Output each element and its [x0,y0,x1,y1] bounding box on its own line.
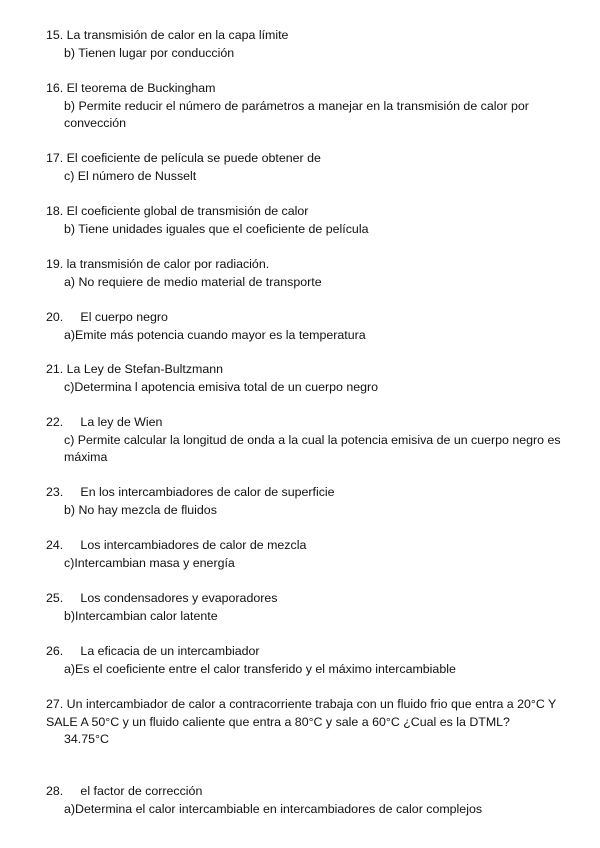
question-23 [46,484,576,519]
answer-text: c) El número de Nusselt [64,168,197,183]
answer-text: b) Permite reducir el número de parámetros a manejar en la transmisión de calor por convección [64,98,529,130]
question-text: 24. Los intercambiadores de calor de mezcla [46,538,307,552]
answer-text: c)Intercambian masa y energía [64,555,235,570]
answer-text: a) No requiere de medio material de transporte [64,274,322,289]
question-text: 17. El coeficiente de película se puede obtener de [46,151,321,165]
question-27 [46,696,574,749]
answer-text: b) No hay mezcla de fluidos [64,502,217,517]
question-19 [46,256,576,291]
answer-text: c) Permite calcular la longitud de onda a la cual la potencia emisiva de un cuerpo negro es máxima [64,432,561,464]
question-26 [46,643,576,678]
question-24 [46,537,576,572]
question-16 [46,80,576,133]
question-25 [46,590,576,625]
answer-text: c)Determina l apotencia emisiva total de un cuerpo negro [64,379,379,394]
answer-text: 34.75°C [64,732,109,746]
question-22 [46,414,576,467]
question-text: 28. el factor de corrección [46,784,203,798]
answer-text: a)Emite más potencia cuando mayor es la temperatura [64,327,366,342]
question-text: 15. La transmisión de calor en la capa límite [46,28,289,42]
answer-text: a)Es el coeficiente entre el calor transferido y el máximo intercambiable [64,661,456,676]
question-21 [46,361,576,396]
question-28 [46,783,576,818]
question-17 [46,150,576,185]
answer-text: b) Tienen lugar por conducción [64,45,235,60]
question-text: 18. El coeficiente global de transmisión de calor [46,204,309,218]
question-18 [46,203,576,238]
question-15 [46,27,576,62]
question-text: 16. El teorema de Buckingham [46,81,216,95]
answer-text: b)Intercambian calor latente [64,608,218,623]
answer-text: b) Tiene unidades iguales que el coeficiente de película [64,221,369,236]
question-text: 26. La eficacia de un intercambiador [46,644,260,658]
answer-text: a)Determina el calor intercambiable en intercambiadores de calor complejos [64,801,483,816]
question-text: 27. Un intercambiador de calor a contracorriente trabaja con un fluido frio que entra a 20°C Y SALE A 50°C y un fluido caliente que entra a 80°C y sale a 60°C ¿Cual es la DTML? [46,697,557,729]
question-text: 21. La Ley de Stefan-Bultzmann [46,362,224,376]
question-text: 23. En los intercambiadores de calor de superficie [46,485,335,499]
question-text: 19. la transmisión de calor por radiación. [46,257,270,271]
question-text: 22. La ley de Wien [46,415,163,429]
question-text: 20. El cuerpo negro [46,310,168,324]
question-20 [46,309,576,344]
question-text: 25. Los condensadores y evaporadores [46,591,278,605]
